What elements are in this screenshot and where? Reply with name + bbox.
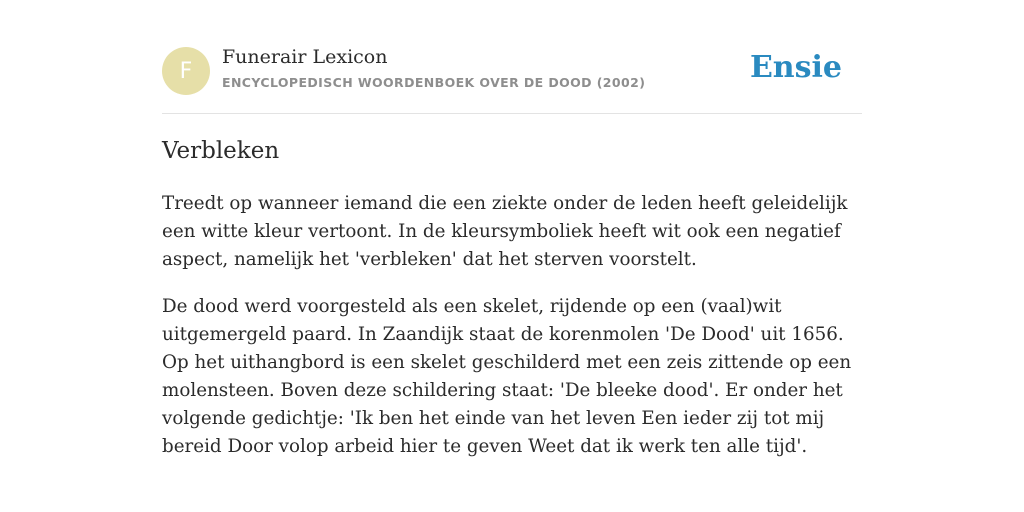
article-title: Verbleken (162, 138, 280, 164)
article-body (162, 190, 862, 480)
article-paragraph: De dood werd voorgesteld als een skelet, rijdende op een (vaal)wit uitgemergeld paard. In Zaandijk staat de korenmolen 'De Dood' uit 1656. Op het uithangbord is een skelet geschilderd met een zeis zittende op een molensteen. Boven deze schildering staat: 'De bleeke dood'. Er onder het volgende gedichtje: 'Ik ben het einde van het leven Een ieder zij tot mij bereid Door volop arbeid hier te geven Weet dat ik werk ten alle tijd'. (162, 296, 852, 457)
source-header (162, 46, 862, 96)
ensie-logo[interactable]: Ensie (749, 50, 842, 85)
source-name-link[interactable]: Funerair Lexicon (222, 46, 388, 68)
source-subtitle: ENCYCLOPEDISCH WOORDENBOEK OVER DE DOOD (2002) (222, 75, 646, 90)
source-avatar (162, 47, 210, 95)
article-paragraph: Treedt op wanneer iemand die een ziekte onder de leden heeft geleidelijk een witte kleur vertoont. In de kleursymboliek heeft wit ook een negatief aspect, namelijk het 'verbleken' dat het sterven voorstelt. (162, 193, 848, 270)
source-avatar-letter: F (179, 58, 193, 84)
header-divider (162, 113, 862, 114)
